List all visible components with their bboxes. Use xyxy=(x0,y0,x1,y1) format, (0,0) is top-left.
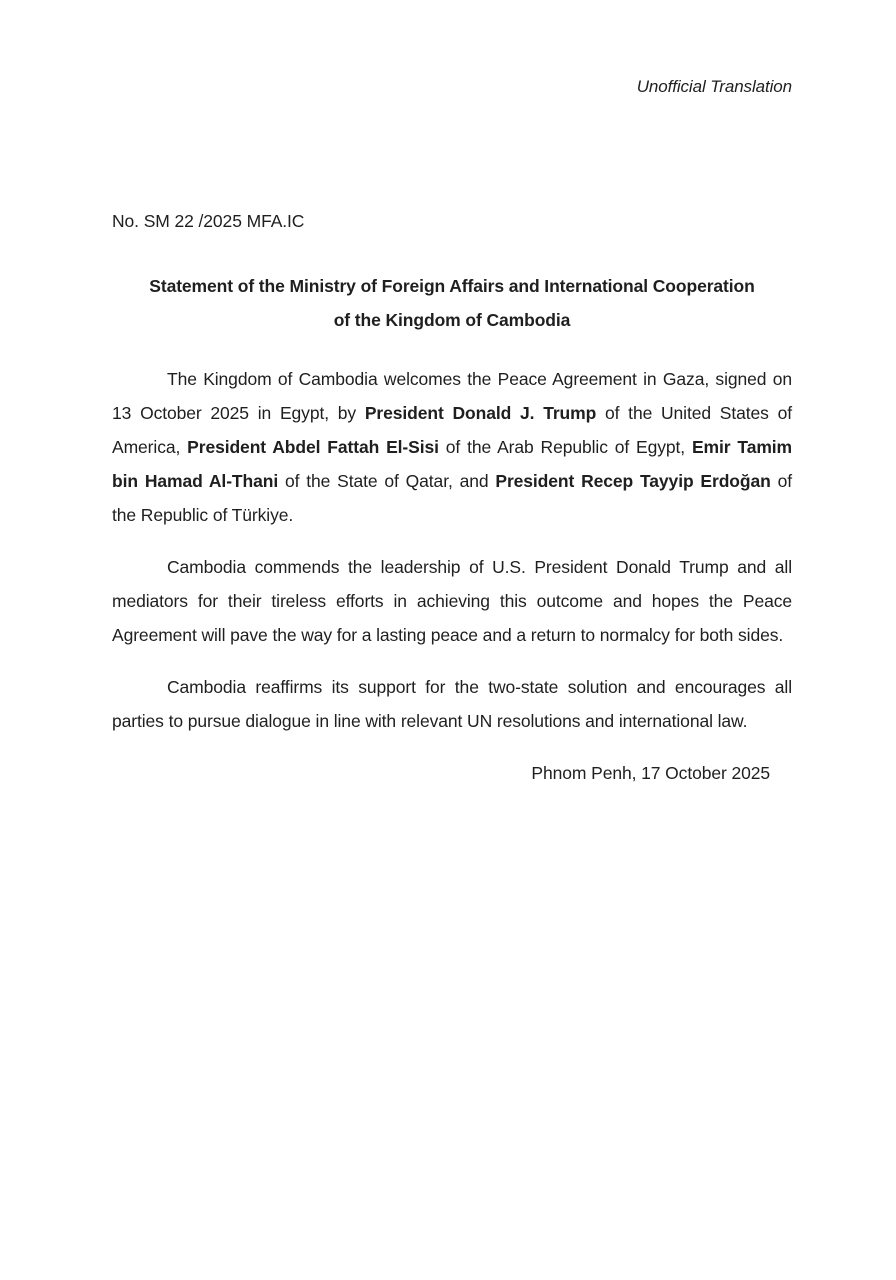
paragraph-1: The Kingdom of Cambodia welcomes the Peace Agreement in Gaza, signed on 13 October 2025 in Egypt, by President Donald J. Trump of the United States of America, President Abdel Fattah El-Sisi of the Arab Republic of Egypt, Emir Tamim bin Hamad Al-Thani of the State of Qatar, and President Recep Tayyip Erdoğan of the Republic of Türkiye. xyxy=(112,369,793,525)
document-title-line1: Statement of the Ministry of Foreign Affairs and International Cooperation xyxy=(149,276,755,296)
paragraph-2: Cambodia commends the leadership of U.S. President Donald Trump and all mediators for their tireless efforts in achieving this outcome and hopes the Peace Agreement will pave the way for a lasting peace and a return to normalcy for both sides. xyxy=(112,557,792,645)
reference-number: No. SM 22 /2025 MFA.IC xyxy=(112,211,305,231)
document-title-line2: of the Kingdom of Cambodia xyxy=(333,310,571,330)
document-title xyxy=(112,269,792,337)
unofficial-translation-watermark: Unofficial Translation xyxy=(636,77,792,96)
document-body xyxy=(112,362,792,738)
place-and-date-line: Phnom Penh, 17 October 2025 xyxy=(531,763,770,783)
paragraph-3: Cambodia reaffirms its support for the two-state solution and encourages all parties to pursue dialogue in line with relevant UN resolutions and international law. xyxy=(112,677,792,731)
